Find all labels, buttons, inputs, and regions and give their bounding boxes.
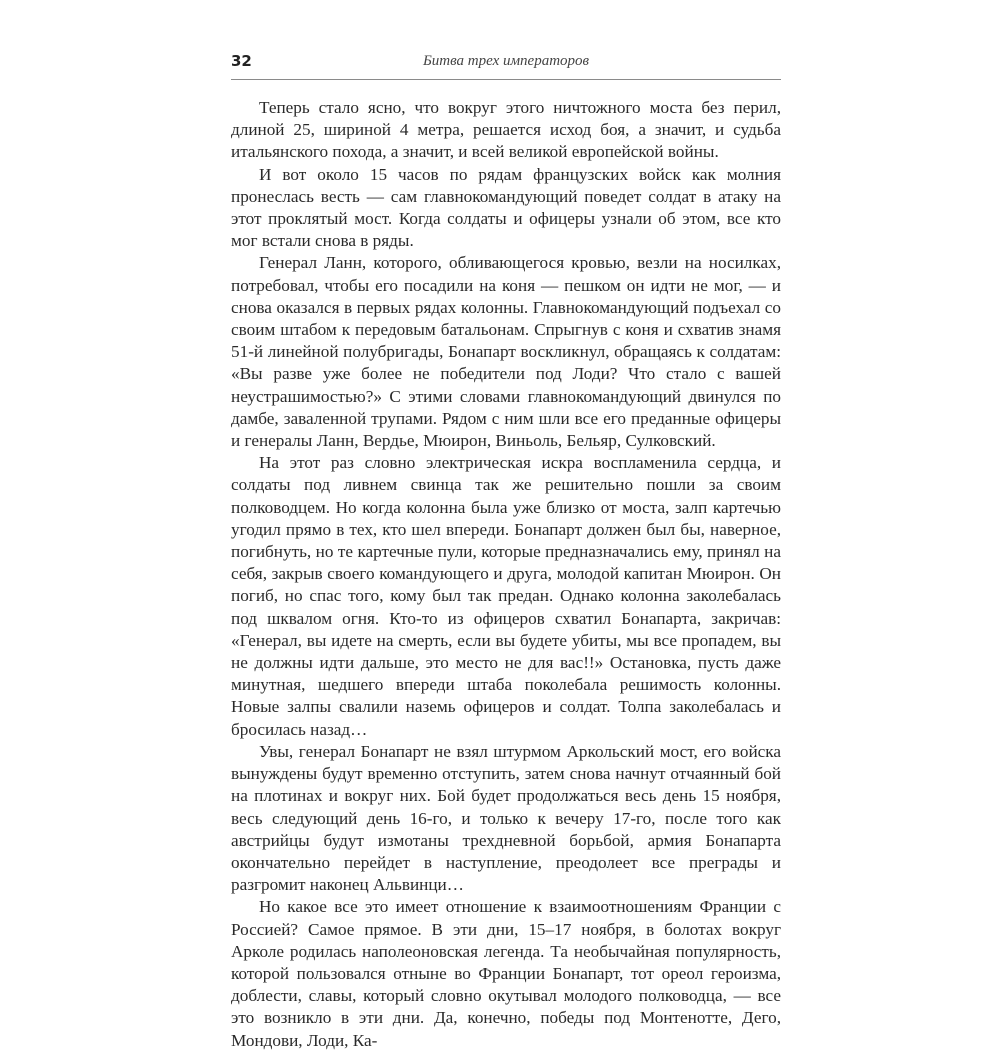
paragraph: Но какое все это имеет отношение к взаимоотношениям Франции с Россией? Самое прямое. В эти дни, 15–17 ноября, в болотах вокруг Арколе родилась наполеоновская легенда. Та необычайная популярность, которой пользовался отныне во Франции Бонапарт, тот ореол героизма, доблести, славы, который словно окутывал молодого полководца, — все это возникло в эти дни. Да, конечно, победы под Монтенотте, Дего, Мондови, Лоди, Ка- <box>231 897 781 1050</box>
body-text <box>231 97 781 1052</box>
paragraph: Теперь стало ясно, что вокруг этого ничтожного моста без перил, длиной 25, шириной 4 метра, решается исход боя, а значит, и судьба итальянского похода, а значит, и всей великой европейской войны. <box>231 98 781 162</box>
page-number: 32 <box>231 52 252 70</box>
header-rule <box>231 79 781 80</box>
paragraph: Генерал Ланн, которого, обливающегося кровью, везли на носилках, потребовал, чтобы его посадили на коня — пешком он идти не мог, — и снова оказался в первых рядах колонны. Главнокомандующий подъехал со своим штабом к передовым батальонам. Спрыгнув с коня и схватив знамя 51-й линейной полубригады, Бонапарт воскликнул, обращаясь к солдатам: «Вы разве уже более не победители под Лоди? Что стало с вашей неустрашимостью?» С этими словами главнокомандующий двинулся по дамбе, заваленной трупами. Рядом с ним шли все его преданные офицеры и генералы Ланн, Вердье, Мюирон, Виньоль, Бельяр, Сулковский. <box>231 253 781 451</box>
running-title: Битва трех императоров <box>422 53 590 69</box>
paragraph: Увы, генерал Бонапарт не взял штурмом Аркольский мост, его войска вынуждены будут временно отступить, затем снова начнут отчаянный бой на плотинах и вокруг них. Бой будет продолжаться весь день 15 ноября, весь следующий день 16-го, и только к вечеру 17-го, после того как австрийцы будут измотаны трехдневной борьбой, армия Бонапарта окончательно перейдет в наступление, преодолеет все преграды и разгромит наконец Альвинци… <box>231 741 781 895</box>
page-header <box>231 52 781 74</box>
paragraph: И вот около 15 часов по рядам французских войск как молния пронеслась весть — сам главнокомандующий поведет солдат в атаку на этот проклятый мост. Когда солдаты и офицеры узнали об этом, все кто мог встали снова в ряды. <box>231 164 781 251</box>
paragraph: На этот раз словно электрическая искра воспламенила сердца, и солдаты под ливнем свинца так же решительно пошли за своим полководцем. Но когда колонна была уже близко от моста, залп картечью угодил прямо в тех, кто шел впереди. Бонапарт должен был бы, наверное, погибнуть, но те картечные пули, которые предназначались ему, принял на себя, закрыв своего командующего и друга, молодой капитан Мюирон. Он погиб, но спас того, кому был так предан. Однако колонна заколебалась под шквалом огня. Кто-то из офицеров схватил Бонапарта, закричав: «Генерал, вы идете на смерть, если вы будете убиты, мы все пропадем, вы не должны идти дальше, это место не для вас!!» Остановка, пусть даже минутная, шедшего впереди штаба поколебала решимость колонны. Новые залпы свалили наземь офицеров и солдат. Толпа заколебалась и бросилась назад… <box>231 453 781 739</box>
